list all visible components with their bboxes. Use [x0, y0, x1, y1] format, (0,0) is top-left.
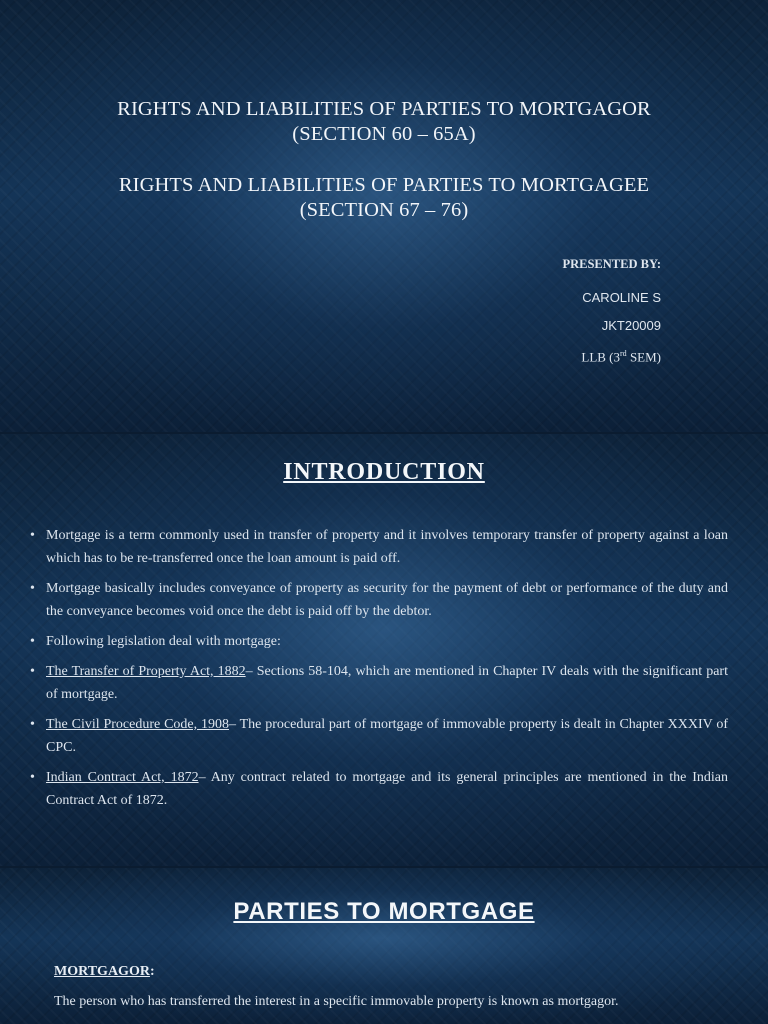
- title-line-3: RIGHTS AND LIABILITIES OF PARTIES TO MORTGAGEE: [118, 174, 650, 196]
- introduction-list: [30, 524, 728, 819]
- slide-title: [0, 0, 768, 432]
- title-mortgagee: [0, 173, 768, 223]
- bullet-icon: •: [30, 664, 35, 679]
- slide-introduction: [0, 434, 768, 866]
- list-item: [30, 524, 728, 570]
- course-sup: rd: [620, 349, 627, 358]
- course-prefix: LLB (3: [581, 349, 621, 365]
- list-item: [30, 577, 728, 623]
- bullet-icon: •: [30, 634, 35, 649]
- list-item: [30, 766, 728, 812]
- title-line-4: (SECTION 67 – 76): [299, 199, 469, 221]
- slide-parties: [0, 868, 768, 1024]
- title-line-1: RIGHTS AND LIABILITIES OF PARTIES TO MORTGAGOR: [117, 98, 651, 120]
- introduction-heading: INTRODUCTION: [283, 459, 485, 485]
- contract-act-link[interactable]: Indian Contract Act, 1872: [46, 770, 199, 785]
- presenter-id: JKT20009: [601, 318, 661, 333]
- bullet-icon: •: [30, 581, 35, 596]
- bullet-text: – Sections 58-104, which are mentioned in Chapter IV deals with the significant part of mortgage.: [46, 664, 728, 702]
- title-mortgagor: [0, 97, 768, 147]
- presenter-course: [581, 349, 661, 365]
- cpc-link[interactable]: The Civil Procedure Code, 1908: [46, 717, 229, 732]
- mortgagor-label: [54, 964, 155, 980]
- mortgagor-colon: :: [149, 964, 155, 979]
- bullet-text: – The procedural part of mortgage of immovable property is dealt in Chapter XXXIV of CPC.: [46, 717, 728, 755]
- course-suffix: SEM): [626, 349, 661, 365]
- bullet-icon: •: [30, 528, 35, 543]
- title-line-2: (SECTION 60 – 65A): [292, 123, 476, 145]
- presenter-name: CAROLINE S: [582, 290, 661, 305]
- bullet-icon: •: [30, 717, 35, 732]
- bullet-text: Mortgage is a term commonly used in transfer of property and it involves temporary transfer of property against a loan which has to be re-transferred once the loan amount is paid off.: [46, 528, 728, 566]
- bullet-text: Following legislation deal with mortgage:: [46, 634, 281, 649]
- list-item: [30, 630, 728, 653]
- mortgagor-definition: The person who has transferred the interest in a specific immovable property is known as mortgagor.: [54, 994, 619, 1009]
- bullet-text: – Any contract related to mortgage and its general principles are mentioned in the Indian Contract Act of 1872.: [46, 770, 728, 808]
- list-item: [30, 713, 728, 759]
- bullet-icon: •: [30, 770, 35, 785]
- bullet-text: Mortgage basically includes conveyance of property as security for the payment of debt or performance of the duty and the conveyance becomes void once the debt is paid off by the debtor.: [46, 581, 728, 619]
- tpa-link[interactable]: The Transfer of Property Act, 1882: [46, 664, 246, 679]
- parties-heading: PARTIES TO MORTGAGE: [233, 898, 535, 925]
- list-item: [30, 660, 728, 706]
- presented-by-label: PRESENTED BY:: [562, 257, 661, 271]
- mortgagor-term: MORTGAGOR: [54, 964, 150, 979]
